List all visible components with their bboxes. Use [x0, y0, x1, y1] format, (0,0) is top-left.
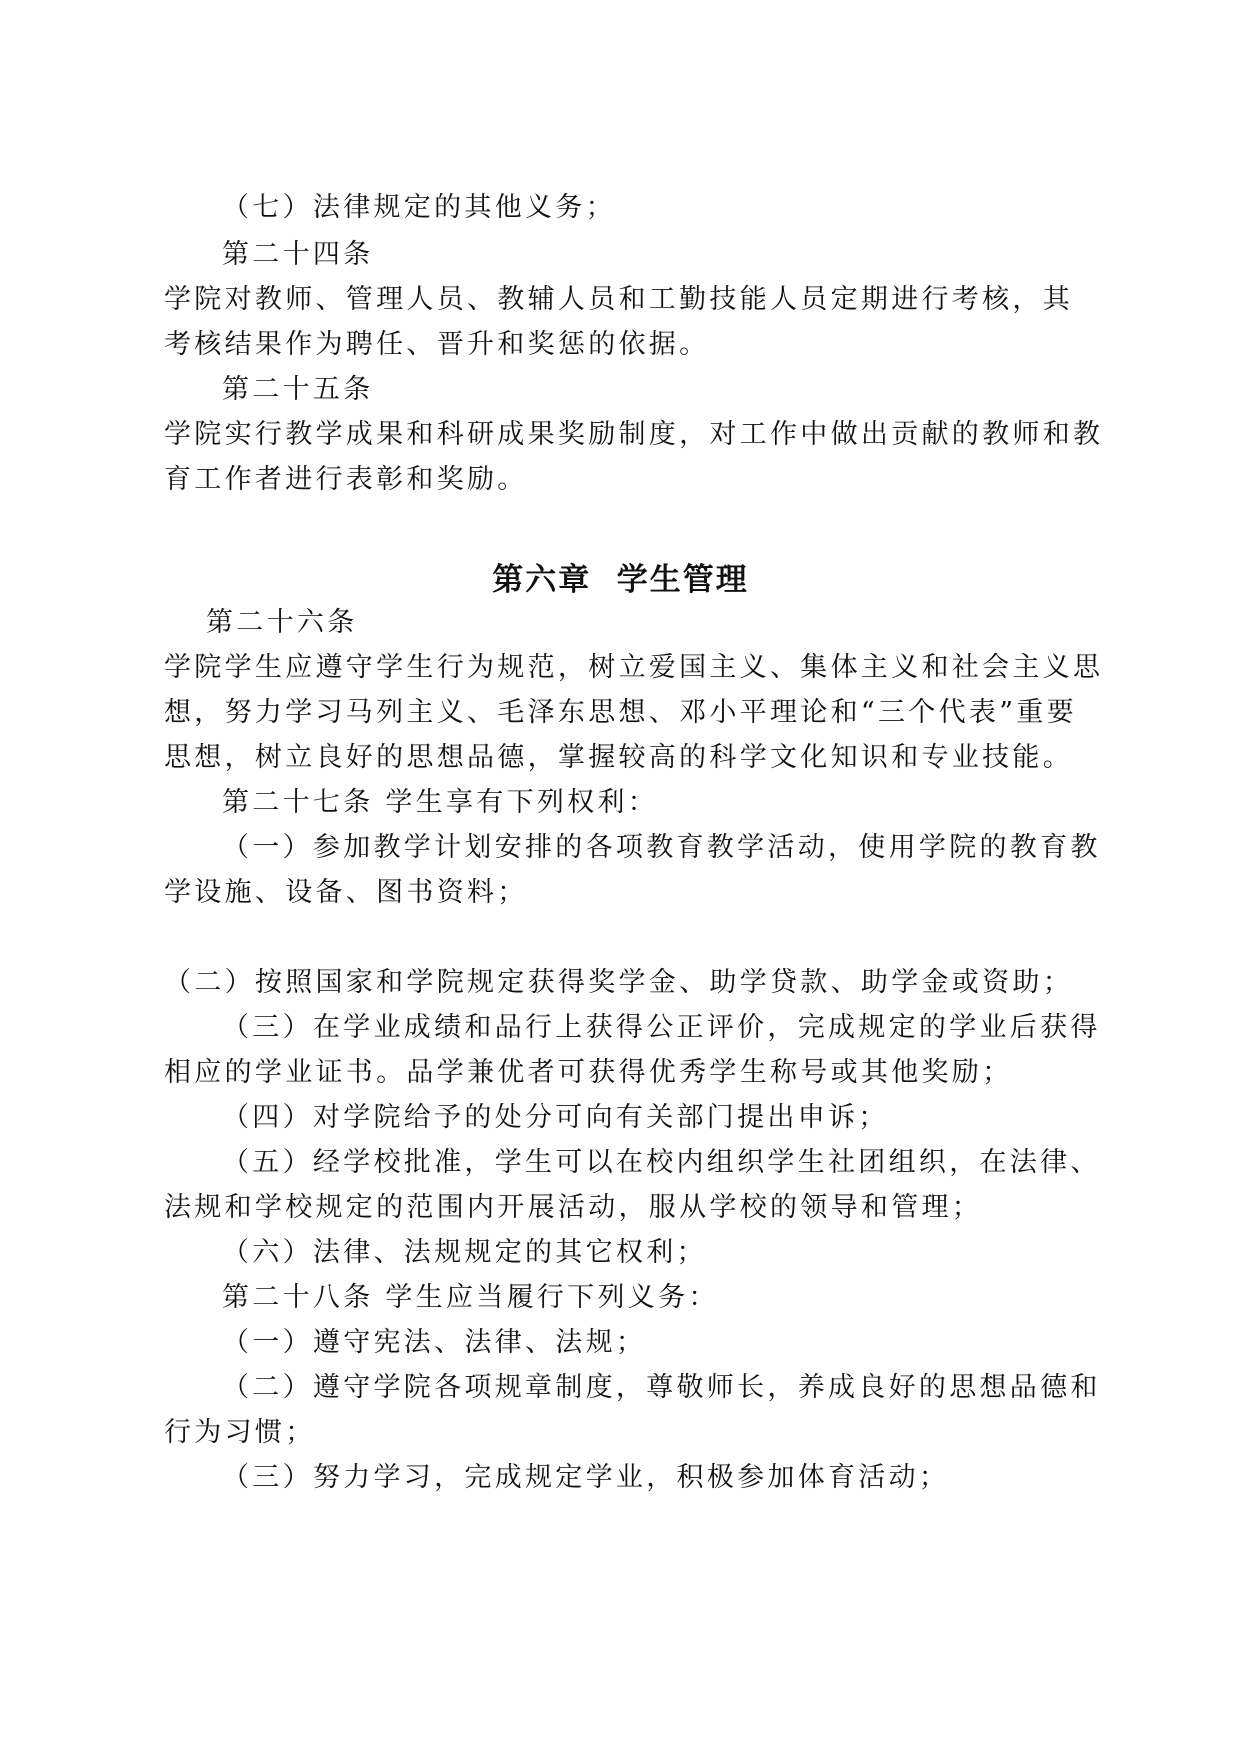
article-25-heading: 第二十五条 [222, 374, 374, 405]
article-26-heading: 第二十六条 [206, 607, 358, 638]
article-25-text-line-1: 学院实行教学成果和科研成果奖励制度，对工作中做出贡献的教师和教 [164, 419, 1104, 450]
article-28-item-1: （一）遵守宪法、法律、法规； [222, 1327, 647, 1358]
article-27-item-3-line-2: 相应的学业证书。品学兼优者可获得优秀学生称号或其他奖励； [164, 1057, 1013, 1088]
article-27-item-4: （四）对学院给予的处分可向有关部门提出申诉； [222, 1102, 889, 1133]
article-27-item-5-line-2: 法规和学校规定的范围内开展活动，服从学校的领导和管理； [164, 1192, 983, 1223]
article-25-text-line-2: 育工作者进行表彰和奖励。 [164, 464, 528, 495]
article-24-heading: 第二十四条 [222, 239, 374, 270]
article-28-item-2-line-1: （二）遵守学院各项规章制度，尊敬师长，养成良好的思想品德和 [222, 1372, 1101, 1403]
article-24-text-line-1: 学院对教师、管理人员、教辅人员和工勤技能人员定期进行考核，其 [164, 284, 1073, 315]
article-26-text-line-2: 想，努力学习马列主义、毛泽东思想、邓小平理论和“三个代表”重要 [164, 697, 1077, 728]
article-27-item-1-line-1: （一）参加教学计划安排的各项教育教学活动，使用学院的教育教 [222, 832, 1101, 863]
article-28-item-2-line-2: 行为习惯； [164, 1417, 316, 1448]
article-28-item-3: （三）努力学习，完成规定学业，积极参加体育活动； [222, 1462, 950, 1493]
chapter-6-title: 第六章 学生管理 [492, 562, 749, 598]
article-27-item-6: （六）法律、法规规定的其它权利； [222, 1237, 707, 1268]
article-28-heading: 第二十八条 学生应当履行下列义务： [222, 1282, 719, 1313]
article-27-heading: 第二十七条 学生享有下列权利： [222, 787, 659, 818]
article-27-item-5-line-1: （五）经学校批准，学生可以在校内组织学生社团组织，在法律、 [222, 1147, 1101, 1178]
article-24-text-line-2: 考核结果作为聘任、晋升和奖惩的依据。 [164, 329, 710, 360]
article-23-item-7: （七）法律规定的其他义务； [222, 192, 616, 223]
article-27-item-1-line-2: 学设施、设备、图书资料； [164, 877, 528, 908]
article-27-item-3-line-1: （三）在学业成绩和品行上获得公正评价，完成规定的学业后获得 [222, 1012, 1101, 1043]
article-27-item-2: （二）按照国家和学院规定获得奖学金、助学贷款、助学金或资助； [164, 967, 1073, 998]
article-26-text-line-3: 思想，树立良好的思想品德，掌握较高的科学文化知识和专业技能。 [164, 742, 1073, 773]
article-26-text-line-1: 学院学生应遵守学生行为规范，树立爱国主义、集体主义和社会主义思 [164, 652, 1104, 683]
